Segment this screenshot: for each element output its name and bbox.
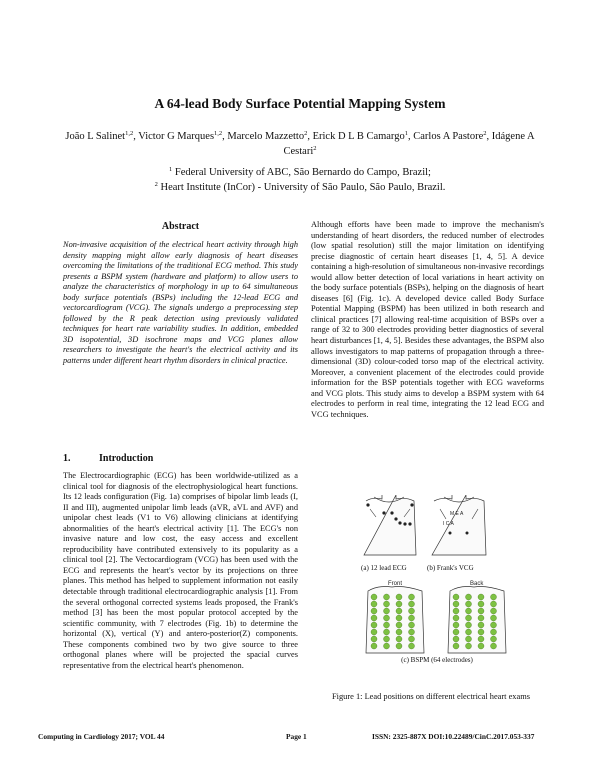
electrode-dot	[371, 608, 377, 614]
svg-text:I C A: I C A	[443, 521, 454, 527]
electrode-dot	[466, 622, 472, 628]
electrode-dot	[384, 636, 390, 642]
electrode-dot	[466, 608, 472, 614]
affiliation-mark: 1	[169, 166, 173, 173]
footer-issn-doi: ISSN: 2325-887X DOI:10.22489/CinC.2017.053-337	[372, 732, 535, 741]
introduction-body: The Electrocardiographic (ECG) has been worldwide-utilized as a clinical tool for diagnosis of the electrophysiological heart functions. Its 12 leads configuration (Fig. 1a) comprises of bipolar limb leads (I, II and III), augmented unipolar limb leads (aVR, aVL and AVF) and unipolar chest leads (V1 to V6) allowing clinicians at identifying abnormalities of the heart's electrical activity [1]. The ECG's non invasive nature and low cost, the easy access and excellent reproducibility have contributed extensively to its popularity as a clinical tool [2]. The Vectocardiogram (VCG) has been used with the ECG and represents the heart's vector by its projections on three planes. This method has helped to supplement information not easily detectable through traditional electrocardiographic analysis [1]. From the several orthogonal corrected systems leads proposed, the Frank's method [3] has been the most popular protocol accepted by the scientific community, with 7 electrodes (Fig. 1b) to determine the horizontal (X), vertical (Y) and antero-posterior(Z) components. These components combined two by two give source to three orthogonal planes where will be projected the spacial curves representative from the electrical heart's phenomenon.	[63, 471, 298, 670]
author-affil-mark: 2	[313, 145, 317, 152]
affiliation-line	[60, 181, 540, 196]
author-name: Victor G Marques	[138, 131, 215, 142]
electrode-dot	[384, 615, 390, 621]
author-name: Erick D L B Camargo	[312, 131, 405, 142]
author-affil-mark: 2	[304, 130, 308, 137]
electrode-dot	[491, 629, 497, 635]
ecg-torso-diagram	[364, 495, 416, 555]
electrode-dot	[478, 594, 484, 600]
back-label: Back	[470, 581, 484, 587]
electrode-dot	[396, 615, 402, 621]
electrode-dot	[384, 594, 390, 600]
electrode-dot	[409, 622, 415, 628]
electrode-dot	[466, 615, 472, 621]
electrode-dot	[384, 608, 390, 614]
electrode-dot	[478, 622, 484, 628]
electrode-dot	[371, 636, 377, 642]
figure-caption: Figure 1: Lead positions on different electrical heart exams	[332, 692, 530, 701]
figure-1-lead-positions	[352, 495, 522, 673]
affiliations	[60, 166, 540, 195]
electrode-dot	[409, 643, 415, 649]
electrode-dot	[466, 594, 472, 600]
bspm-front-diagram	[366, 581, 424, 653]
author-list: João L Salinet$^{1,2}$, Victor G Marques$^{1,2}$, Marcelo Mazzetto$^2$, Erick D L B Camargo$^1$, Carlos A Pastore$^2$, Idágene A Cestari$^2$	[65, 130, 535, 157]
electrode-dot	[453, 615, 459, 621]
figure-subcaption-a: (a) 12 lead ECG	[361, 564, 407, 572]
figure-subcaption-c: (c) BSPM (64 electrodes)	[401, 656, 473, 664]
electrode-dot	[491, 601, 497, 607]
electrode-dot	[453, 622, 459, 628]
electrode-dot	[491, 594, 497, 600]
electrode-dot	[396, 594, 402, 600]
affiliation-line	[60, 166, 540, 181]
electrode-dot	[409, 608, 415, 614]
vcg-torso-diagram	[432, 495, 486, 555]
electrode-dot	[466, 643, 472, 649]
electrode-dot	[384, 643, 390, 649]
section-number: 1.	[63, 453, 71, 464]
electrode-dot	[453, 594, 459, 600]
svg-text:M E A: M E A	[450, 511, 464, 517]
author-affil-mark: 2	[483, 130, 487, 137]
author-name: Marcelo Mazzetto	[227, 131, 305, 142]
paper-title: A 64-lead Body Surface Potential Mapping System	[154, 96, 446, 111]
electrode-dot	[384, 601, 390, 607]
author-affil-mark: 1	[404, 130, 408, 137]
electrode-dot	[409, 629, 415, 635]
electrode-dot	[491, 643, 497, 649]
electrode-dot	[478, 615, 484, 621]
bspm-back-diagram	[448, 581, 506, 653]
electrode-dot	[478, 601, 484, 607]
affiliation-text: Heart Institute (InCor) - University of São Paulo, São Paulo, Brazil.	[160, 181, 446, 193]
electrode-dot	[371, 643, 377, 649]
electrode-dot	[371, 601, 377, 607]
electrode-dot	[466, 629, 472, 635]
electrode-dot	[466, 601, 472, 607]
electrode-dot	[453, 608, 459, 614]
electrode-dot	[466, 636, 472, 642]
electrode-dot	[478, 636, 484, 642]
electrode-dot	[409, 594, 415, 600]
electrode-dot	[396, 636, 402, 642]
electrode-dot	[396, 608, 402, 614]
electrode-dot	[478, 643, 484, 649]
footer-journal: Computing in Cardiology 2017; VOL 44	[38, 732, 165, 741]
electrode-dot	[396, 643, 402, 649]
electrode-dot	[491, 622, 497, 628]
electrode-dot	[453, 636, 459, 642]
section-heading-introduction	[63, 453, 153, 464]
abstract-body: Non-invasive acquisition of the electrical heart activity through high density mapping might allow early diagnosis of heart diseases overcoming the limitations of the traditional ECG method. This study presents a BSPM system (hardware and platform) to allow users to analyze the characteristics of morphology in up to 64 simultaneous body surface potentials (BSPs) including the 12-lead ECG and vectorcardiogram (VCG). The signals undergo a preprocessing step followed by the R peak detection using previously validated techniques for heart rate variability studies. In addition, embedded 3D isopotential, 3D isochrone maps and VCG planes allow researchers to investigate the heart's the electrical activity and its patterns under different heart rhythm disorders in clinical practice.	[63, 240, 298, 366]
electrode-dot	[453, 629, 459, 635]
electrode-dot	[491, 636, 497, 642]
figure-subcaption-b: (b) Frank's VCG	[427, 564, 474, 572]
electrode-dot	[409, 636, 415, 642]
electrode-dot	[384, 622, 390, 628]
author-name: Idágene A Cestari	[283, 131, 535, 157]
electrode-dot	[371, 615, 377, 621]
affiliation-mark: 2	[154, 180, 158, 188]
affiliation-text: Federal University of ABC, São Bernardo do Campo, Brazil;	[174, 167, 431, 178]
electrode-dot	[453, 643, 459, 649]
electrode-dot	[396, 601, 402, 607]
author-name: João L Salinet	[65, 131, 126, 142]
author-affil-mark: 1,2	[214, 130, 223, 137]
abstract-heading: Abstract	[161, 221, 200, 232]
section-title: Introduction	[99, 453, 154, 464]
footer-page: Page 1	[286, 732, 307, 741]
electrode-dot	[384, 629, 390, 635]
electrode-dot	[409, 601, 415, 607]
electrode-dot	[371, 594, 377, 600]
author-affil-mark: 1,2	[125, 130, 134, 137]
electrode-dot	[453, 601, 459, 607]
front-label: Front	[388, 581, 403, 587]
electrode-dot	[371, 629, 377, 635]
electrode-dot	[396, 629, 402, 635]
electrode-dot	[409, 615, 415, 621]
electrode-dot	[478, 608, 484, 614]
author-name: Carlos A Pastore	[413, 131, 484, 142]
right-column-body: Although efforts have been made to improve the mechanism's understanding of heart disorders, the reduced number of electrodes (low spatial resolution) still the major limitation on identifying precise diagnostic of certain heart diseases [1, 4, 5]. A device containing a high-resolution of simultaneous non-invasive recordings would allow better detection of local variations in heart activity on the body surface potentials (BSPs), helping on the diagnosis of heart diseases [6] (Fig. 1c). A developed device called Body Surface Potential Mapping (BSPM) has been utilized in both research and clinical practices [7] allowing real-time acquisition of BSPs over a range of 32 to 300 electrodes providing better diagnostics of several heart disturbances [1, 4, 5]. Besides these advantages, the BSPM also allows investigators to map patterns of propagation through a three-dimensional (3D) colour-coded torso map of the electrical activity. Moreover, a convenient placement of the electrodes could provide information for the BSP potentials together with ECG waveforms and VCG plots. This study aims to develop a BSPM system with 64 electrodes to perform in real time, integrating the 12 lead ECG and VCG techniques.	[311, 220, 544, 419]
electrode-dot	[478, 629, 484, 635]
electrode-dot	[491, 615, 497, 621]
electrode-dot	[371, 622, 377, 628]
electrode-dot	[396, 622, 402, 628]
electrode-dot	[491, 608, 497, 614]
